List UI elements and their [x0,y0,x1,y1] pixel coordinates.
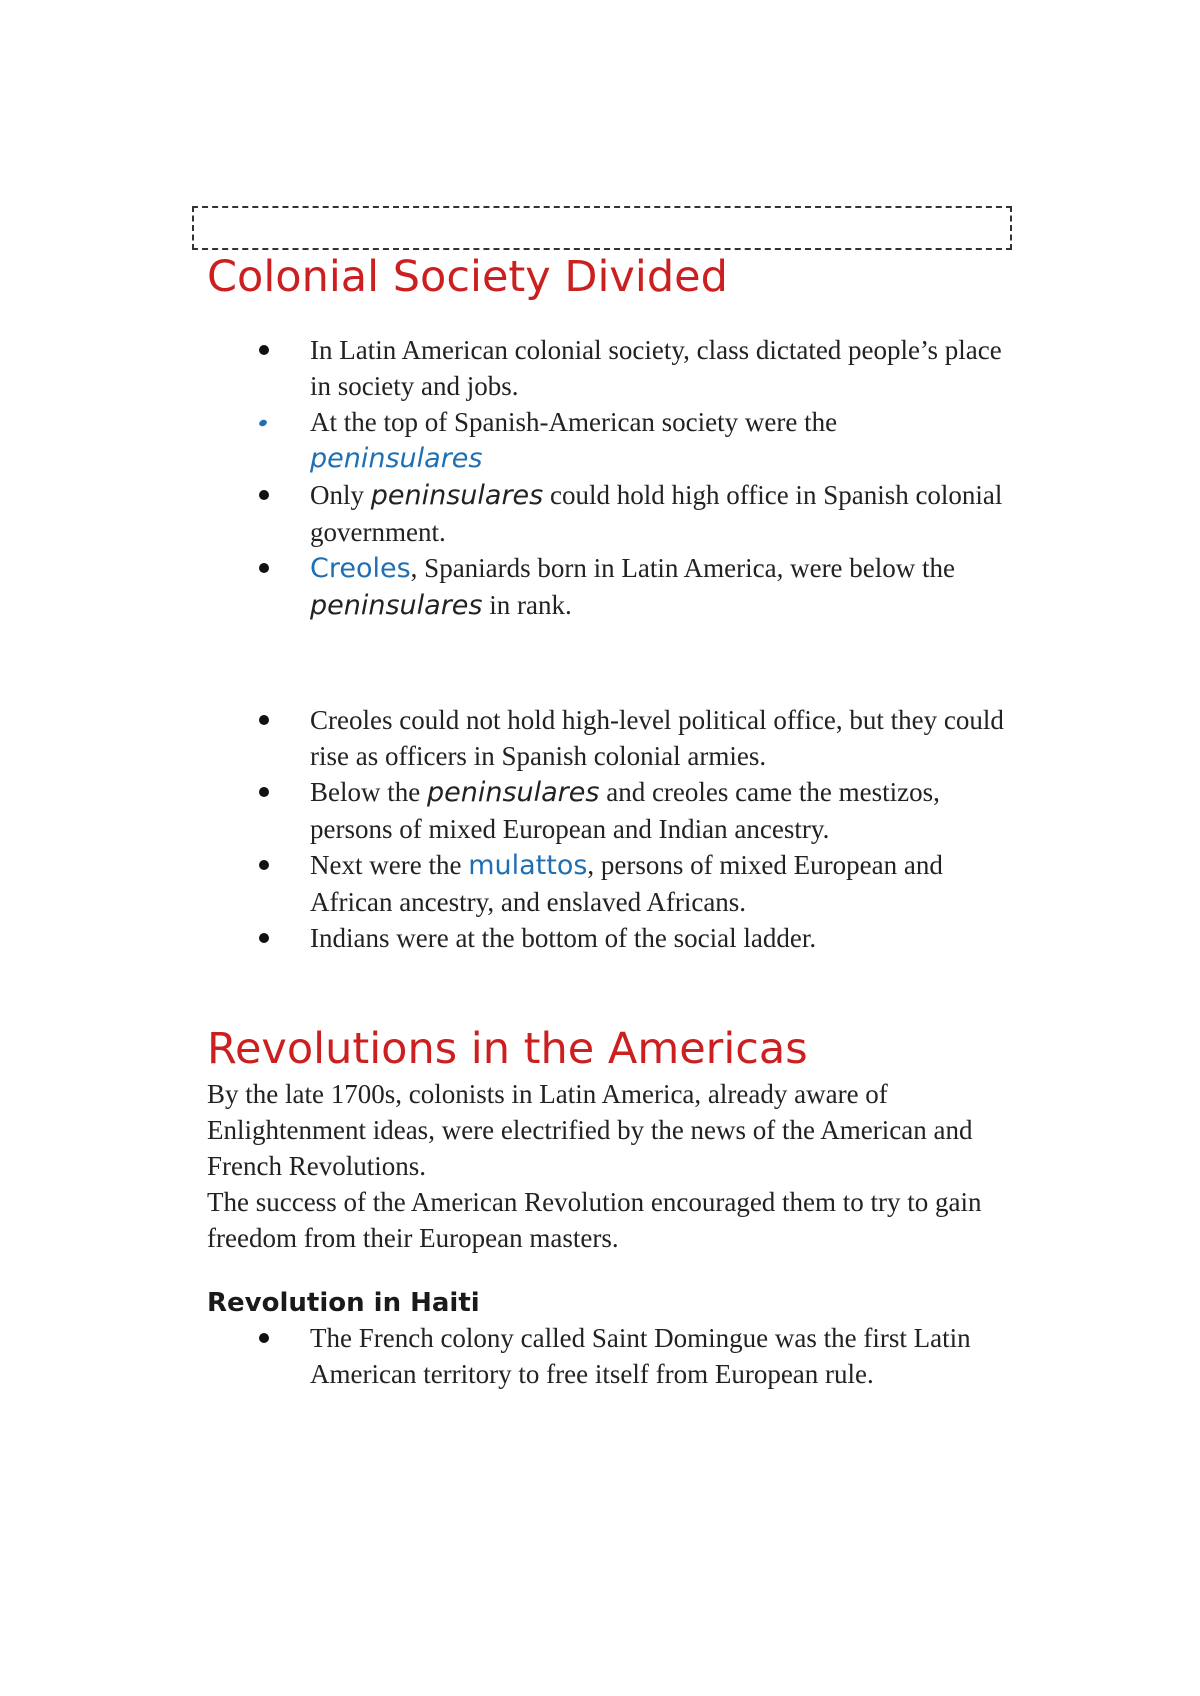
bullet-icon [259,787,269,797]
colonial-society-list-2 [207,702,1007,956]
bullet-icon [259,490,269,500]
paragraph: The success of the American Revolution encouraged them to try to gain freedom from their European masters. [207,1187,982,1253]
bullet-icon [259,933,269,943]
haiti-list [207,1320,1007,1392]
bullet-icon [259,715,269,725]
document-content [207,250,1007,1392]
paragraph: By the late 1700s, colonists in Latin America, already aware of Enlightenment ideas, were electrified by the news of the American and French Revolutions. [207,1079,973,1181]
list-item: Creoles, Spaniards born in Latin America, were below the peninsulares in rank. [207,550,1007,624]
list-item: Below the peninsulares and creoles came the mestizos, persons of mixed European and Indian ancestry. [207,774,1007,847]
list-item: In Latin American colonial society, class dictated people’s place in society and jobs. [207,332,1007,404]
term-peninsulares: peninsulares [310,443,483,474]
term-creoles: Creoles [310,553,411,584]
bullet-icon [259,563,269,573]
list-item: Indians were at the bottom of the social ladder. [207,920,1007,956]
list-item: Only peninsulares could hold high office in Spanish colonial government. [207,477,1007,550]
colonial-society-list-1 [207,332,1007,624]
term-peninsulares: peninsulares [310,590,483,621]
header-placeholder-box [192,206,1012,250]
term-peninsulares: peninsulares [426,777,600,808]
bullet-icon [259,345,269,355]
term-peninsulares: peninsulares [370,480,544,511]
list-item: Next were the mulattos, persons of mixed European and African ancestry, and enslaved Africans. [207,847,1007,920]
section-title-revolutions: Revolutions in the Americas [207,1024,808,1074]
list-item: The French colony called Saint Domingue was the first Latin American territory to free itself from European rule. [207,1320,1007,1392]
subheading-revolution-in-haiti: Revolution in Haiti [207,1288,480,1318]
bullet-icon [259,860,269,870]
section-title-colonial-society: Colonial Society Divided [207,252,728,302]
bullet-icon [258,419,268,428]
term-mulattos: mulattos [468,850,588,881]
list-item: Creoles could not hold high-level political office, but they could rise as officers in Spanish colonial armies. [207,702,1007,774]
bullet-icon [259,1333,269,1343]
list-item: At the top of Spanish-American society were the peninsulares [207,404,1007,477]
